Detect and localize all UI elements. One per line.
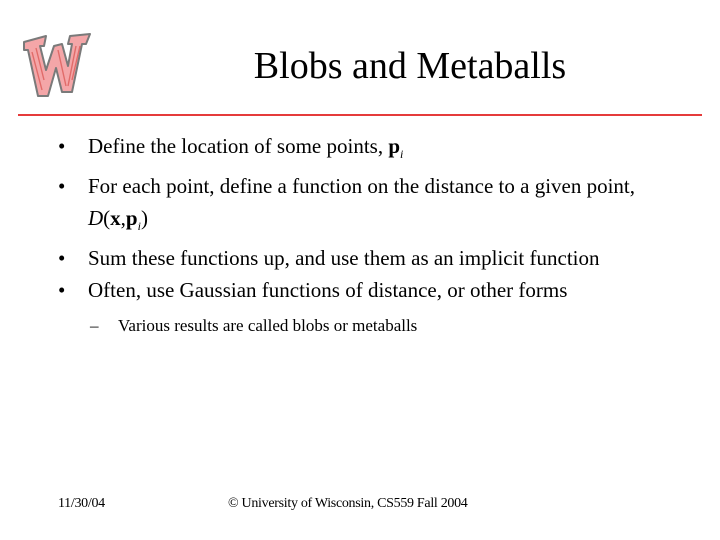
- sub-bullet-marker: –: [90, 316, 99, 336]
- bullet-marker: •: [58, 134, 66, 158]
- bullet-item: [56, 130, 696, 170]
- bullet-marker: •: [58, 246, 66, 271]
- slide-title: Blobs and Metaballs: [253, 45, 567, 87]
- bullet-text: Often, use Gaussian functions of distance, or other forms: [88, 278, 568, 303]
- bullet-list: [56, 130, 696, 306]
- slide-body: [56, 130, 696, 338]
- bullet-item: [56, 170, 696, 242]
- bullet-text: Sum these functions up, and use them as an implicit function: [88, 246, 600, 271]
- sub-bullet-item: [56, 314, 696, 338]
- bullet-text: For each point, define a function on the distance to a given point, $D(x,p_i)$: [88, 174, 636, 234]
- bullet-marker: •: [58, 174, 66, 199]
- title-divider: [18, 114, 702, 116]
- bullet-item: [56, 242, 696, 274]
- bullet-item: [56, 274, 696, 306]
- sub-bullet-text: Various results are called blobs or metaballs: [118, 316, 418, 336]
- bullet-marker: •: [58, 278, 66, 303]
- bullet-text: Define the location of some points, $p_i$: [88, 134, 404, 162]
- footer-date: 11/30/04: [58, 496, 105, 511]
- wisconsin-w-logo-icon: [18, 30, 92, 100]
- footer-copyright: © University of Wisconsin, CS559 Fall 2004: [228, 496, 468, 511]
